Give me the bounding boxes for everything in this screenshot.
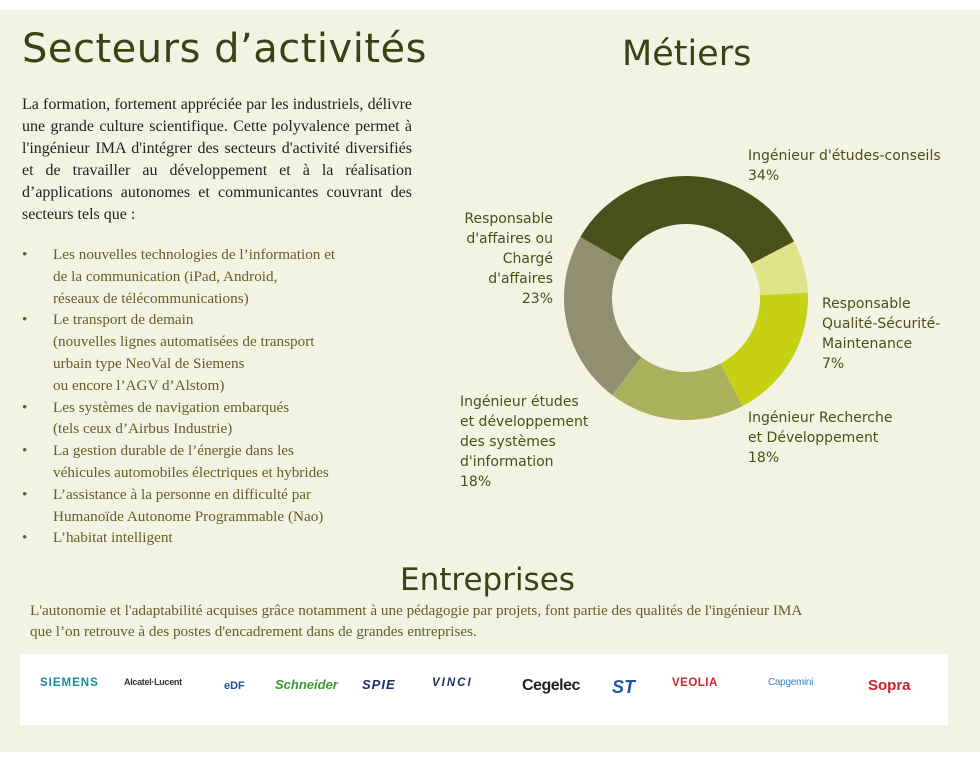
- secteurs-title: Secteurs d’activités: [22, 26, 427, 72]
- slice-value-label: 18%: [460, 474, 492, 490]
- slice-category-line: d'affaires: [488, 271, 553, 287]
- bullet-text-line: de la communication (iPad, Android,: [53, 267, 278, 285]
- company-logo: VINCI: [432, 677, 473, 689]
- company-logo: ST: [612, 677, 636, 697]
- slice-category-line: et Développement: [748, 430, 879, 446]
- donut-slice: [580, 176, 794, 264]
- company-logo: VEOLIA: [672, 677, 718, 689]
- bullet-dot: •: [22, 398, 28, 416]
- secteur-bullet-item: [22, 309, 422, 396]
- company-logo: SPIE: [362, 677, 396, 692]
- slice-category-line: d'information: [460, 454, 554, 470]
- company-logo: Cegelec: [522, 677, 580, 694]
- slice-category-line: et développement: [460, 414, 589, 430]
- entreprises-text-line: L'autonomie et l'adaptabilité acquises grâce notamment à une pédagogie par projets, font partie des qualités de l'ingénieur IMA: [30, 602, 803, 619]
- entreprises-text-line: que l’on retrouve à des postes d'encadrement dans de grandes entreprises.: [30, 623, 477, 640]
- bullet-text-line: Humanoïde Autonome Programmable (Nao): [53, 507, 324, 525]
- metiers-donut-chart: [440, 120, 970, 520]
- slice-category-line: Responsable: [822, 296, 911, 312]
- metiers-title: Métiers: [622, 34, 752, 74]
- donut-slice-label: [822, 296, 940, 372]
- bullet-dot: •: [22, 485, 28, 503]
- entreprises-title: Entreprises: [400, 562, 575, 598]
- bullet-text-line: réseaux de télécommunications): [53, 289, 249, 307]
- bullet-dot: •: [22, 442, 28, 460]
- bullet-dot: •: [22, 246, 28, 263]
- bullet-text-line: véhicules automobiles électriques et hybrides: [53, 463, 329, 481]
- bullet-text-line: (tels ceux d’Airbus Industrie): [53, 420, 233, 438]
- slice-category-line: Maintenance: [822, 336, 913, 352]
- company-logo: Sopra: [868, 677, 911, 694]
- bullet-text-line: Les systèmes de navigation embarqués: [53, 398, 290, 416]
- company-logo: SIEMENS: [40, 677, 99, 689]
- secteur-bullet-item: [22, 484, 422, 528]
- donut-slice-label: [748, 148, 941, 184]
- donut-slice-label: [460, 394, 589, 490]
- bullet-text-line: Le transport de demain: [53, 311, 194, 329]
- secteur-bullet-item: [22, 527, 422, 549]
- secteur-bullet-item: [22, 397, 422, 441]
- slice-category-line: des systèmes: [460, 434, 556, 450]
- slice-category-line: Ingénieur études: [460, 394, 579, 410]
- slice-value-label: 23%: [521, 291, 553, 307]
- entreprises-text: [30, 600, 960, 642]
- slice-value-label: 7%: [822, 356, 845, 372]
- donut-slice: [564, 237, 641, 395]
- slice-category-line: Responsable: [464, 211, 553, 227]
- secteur-bullet-item: [22, 244, 422, 309]
- slice-category-line: Chargé: [502, 251, 553, 267]
- bullet-text-line: ou encore l’AGV d’Alstom): [53, 376, 225, 394]
- bullet-text-line: (nouvelles lignes automatisées de transport: [53, 333, 315, 351]
- bullet-text-line: urbain type NeoVal de Siemens: [53, 354, 245, 372]
- bullet-text-line: Les nouvelles technologies de l’information et: [53, 246, 336, 263]
- company-logo: Capgemini: [768, 677, 814, 688]
- secteurs-bullet-list: [22, 244, 422, 549]
- donut-slice-label: [748, 410, 892, 466]
- company-logo: eDF: [224, 680, 245, 692]
- bullet-dot: •: [22, 311, 28, 329]
- company-logo: Schneider: [275, 677, 338, 692]
- company-logo: Alcatel·Lucent: [124, 677, 182, 687]
- brochure-page: [0, 10, 980, 752]
- slice-category-line: Ingénieur Recherche: [748, 410, 893, 426]
- bullet-text-line: L’habitat intelligent: [53, 529, 173, 547]
- secteurs-intro: La formation, fortement appréciée par les industriels, délivre une grande culture scientifique. Cette polyvalence permet à l'ingénieur IMA d'intégrer des secteurs d'activité diversifiés et de travailler au développement et à la réalisation d’applications autonomes et communicantes couvrant des secteurs tels que :: [22, 96, 412, 223]
- bullet-dot: •: [22, 529, 28, 547]
- secteur-bullet-item: [22, 440, 422, 484]
- slice-category-line: d'affaires ou: [466, 231, 553, 247]
- slice-value-label: 34%: [748, 168, 780, 184]
- slice-category-line: Ingénieur d'études-conseils: [748, 148, 941, 164]
- bullet-text-line: L’assistance à la personne en difficulté par: [53, 485, 312, 503]
- slice-value-label: 18%: [748, 450, 780, 466]
- bullet-text-line: La gestion durable de l’énergie dans les: [53, 442, 294, 460]
- slice-category-line: Qualité-Sécurité-: [822, 316, 941, 332]
- partner-logos-strip: [20, 654, 948, 725]
- donut-slice-label: [464, 211, 553, 307]
